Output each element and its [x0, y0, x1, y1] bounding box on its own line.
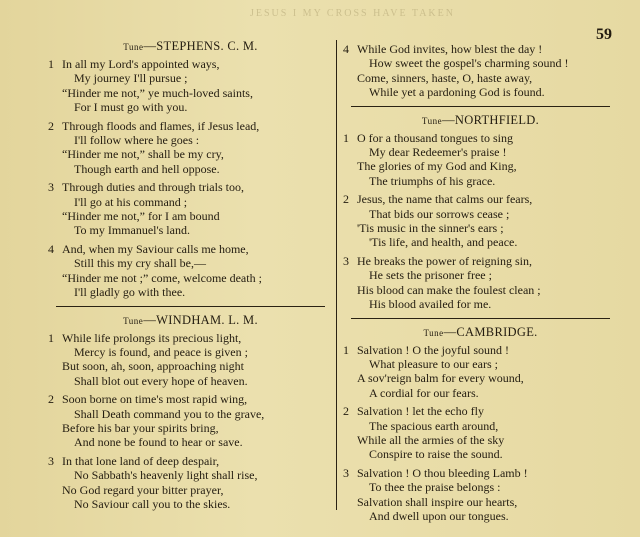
hymn-title [48, 312, 333, 329]
verse-text: For I must go with you. [74, 100, 188, 115]
stanza-number: 2 [343, 192, 349, 207]
verse-line [48, 162, 333, 176]
verse-line [48, 100, 333, 114]
verse-line [343, 283, 618, 297]
stanza [343, 131, 618, 189]
verse-text: He breaks the power of reigning sin, [357, 253, 532, 268]
stanza-number: 3 [48, 453, 54, 468]
verse-line [343, 254, 618, 268]
verse-line [48, 374, 333, 388]
stanza-number: 1 [343, 130, 349, 145]
verse-text: Conspire to raise the sound. [369, 447, 503, 462]
stanza [343, 343, 618, 401]
verse-line [343, 131, 618, 145]
verse-text: 'Tis music in the sinner's ears ; [357, 221, 504, 236]
verse-line [48, 392, 333, 406]
verse-line [48, 359, 333, 373]
verse-text: Still this my cry shall be,— [74, 256, 206, 271]
verse-line [48, 209, 333, 223]
verse-line [48, 454, 333, 468]
hymn [343, 112, 618, 312]
verse-text: “Hinder me not,” shall be my cry, [62, 147, 224, 162]
hymn-title [343, 324, 618, 341]
verse-line [48, 86, 333, 100]
verse-text: While life prolongs its precious light, [62, 330, 242, 345]
verse-text: Soon borne on time's most rapid wing, [62, 392, 248, 407]
tune-label: Tune [123, 315, 144, 326]
verse-text: His blood availed for me. [369, 297, 492, 312]
verse-text: What pleasure to our ears ; [369, 356, 498, 371]
verse-text: While God invites, how blest the day ! [357, 42, 543, 56]
verse-line [343, 371, 618, 385]
verse-line [343, 357, 618, 371]
stanza [48, 331, 333, 389]
verse-text: O for a thousand tongues to sing [357, 130, 513, 145]
stanza-number: 1 [48, 330, 54, 345]
stanza [343, 404, 618, 462]
stanza [48, 454, 333, 512]
verse-text: The triumphs of his grace. [369, 173, 496, 188]
verse-line [343, 297, 618, 311]
verse-text: A sov'reign balm for every wound, [357, 371, 524, 386]
verse-line [343, 192, 618, 206]
verse-line [48, 271, 333, 285]
verse-text: 'Tis life, and health, and peace. [369, 235, 518, 250]
section-rule [351, 106, 610, 107]
verse-text: While all the armies of the sky [357, 432, 505, 447]
verse-line [343, 343, 618, 357]
stanza-number: 2 [343, 404, 349, 419]
verse-line [343, 221, 618, 235]
verse-text: Through floods and flames, if Jesus lead, [62, 118, 260, 133]
verse-text: Through duties and through trials too, [62, 180, 244, 195]
verse-text: And none be found to hear or save. [74, 435, 243, 450]
right-column [343, 42, 618, 527]
verse-line [48, 57, 333, 71]
verse-text: Shall blot out every hope of heaven. [74, 373, 248, 388]
verse-text: In that lone land of deep despair, [62, 453, 220, 468]
verse-line [48, 483, 333, 497]
verse-text: Mercy is found, and peace is given ; [74, 344, 248, 359]
verse-text: But soon, ah, soon, approaching night [62, 359, 244, 374]
verse-line [48, 331, 333, 345]
stanza-number: 3 [343, 253, 349, 268]
tune-label: Tune [123, 42, 144, 52]
stanza-number: 2 [48, 392, 54, 407]
verse-line [48, 223, 333, 237]
verse-line [343, 447, 618, 461]
verse-text: That bids our sorrows cease ; [369, 206, 510, 221]
verse-text: A cordial for our fears. [369, 385, 479, 400]
tune-name: —NORTHFIELD. [442, 112, 540, 127]
verse-text: I'll follow where he goes : [74, 133, 200, 148]
verse-line [48, 180, 333, 194]
verse-line [343, 404, 618, 418]
verse-line [343, 419, 618, 433]
hymn [343, 324, 618, 524]
stanza-number: 1 [48, 57, 54, 71]
verse-text: To thee the praise belongs : [369, 480, 501, 495]
verse-line [343, 433, 618, 447]
verse-line [343, 159, 618, 173]
verse-text: To my Immanuel's land. [74, 223, 190, 238]
verse-text: “Hinder me not ;” come, welcome death ; [62, 270, 262, 285]
verse-text: Though earth and hell oppose. [74, 161, 220, 176]
verse-text: In all my Lord's appointed ways, [62, 57, 220, 71]
verse-line [48, 133, 333, 147]
verse-line [48, 285, 333, 299]
stanza [48, 57, 333, 115]
verse-line [48, 407, 333, 421]
verse-line [343, 56, 618, 70]
verse-text: “Hinder me not,” for I am bound [62, 209, 220, 224]
verse-line [48, 421, 333, 435]
verse-text: Salvation ! O thou bleeding Lamb ! [357, 465, 528, 480]
verse-line [343, 268, 618, 282]
stanza-number: 1 [343, 342, 349, 357]
verse-line [48, 119, 333, 133]
verse-line [48, 71, 333, 85]
verse-line [343, 509, 618, 523]
tune-label: Tune [423, 327, 444, 338]
verse-line [48, 195, 333, 209]
verse-text: And dwell upon our tongues. [369, 508, 509, 523]
stanza [48, 180, 333, 238]
verse-text: No God regard your bitter prayer, [62, 482, 224, 497]
verse-text: Come, sinners, haste, O, haste away, [357, 70, 533, 85]
verse-line [343, 71, 618, 85]
verse-line [48, 147, 333, 161]
stanza-number: 2 [48, 118, 54, 133]
stanza [343, 466, 618, 524]
verse-text: No Sabbath's heavenly light shall rise, [74, 468, 258, 483]
verse-text: Before his bar your spirits bring, [62, 420, 219, 435]
verse-text: How sweet the gospel's charming sound ! [369, 56, 569, 71]
verse-text: He sets the prisoner free ; [369, 268, 492, 283]
verse-text: His blood can make the foulest clean ; [357, 282, 541, 297]
left-column [48, 38, 333, 515]
tune-name: —WINDHAM. L. M. [143, 312, 258, 327]
stanza [48, 119, 333, 177]
verse-line [343, 174, 618, 188]
verse-line [343, 145, 618, 159]
verse-line [343, 235, 618, 249]
section-rule [351, 318, 610, 319]
stanza [343, 42, 618, 100]
page-number: 59 [596, 26, 612, 43]
verse-text: While yet a pardoning God is found. [369, 85, 545, 100]
stanza [343, 254, 618, 312]
verse-line [48, 435, 333, 449]
verse-text: My journey I'll pursue ; [74, 71, 188, 86]
verse-text: Shall Death command you to the grave, [74, 406, 265, 421]
verse-text: The glories of my God and King, [357, 159, 517, 174]
verse-line [48, 497, 333, 511]
verse-text: I'll go at his command ; [74, 194, 188, 209]
column-divider [336, 40, 337, 510]
verse-line [48, 468, 333, 482]
verse-line [343, 466, 618, 480]
stanza [48, 242, 333, 300]
tune-name: —STEPHENS. C. M. [143, 39, 258, 53]
tune-label: Tune [421, 115, 443, 126]
stanza [343, 192, 618, 250]
verse-text: Salvation ! let the echo fly [357, 404, 484, 419]
verse-line [48, 256, 333, 270]
verse-text: Salvation ! O the joyful sound ! [357, 342, 509, 357]
verse-text: No Saviour call you to the skies. [74, 496, 231, 511]
verse-text: “Hinder me not,” ye much-loved saints, [62, 85, 253, 100]
verse-text: I'll gladly go with thee. [74, 285, 186, 300]
verse-line [343, 42, 618, 56]
verse-text: Salvation shall inspire our hearts, [357, 494, 518, 509]
stanza-number: 4 [48, 241, 54, 256]
stanza [48, 392, 333, 450]
tune-name: —CAMBRIDGE. [443, 324, 538, 339]
verse-text: My dear Redeemer's praise ! [369, 145, 507, 160]
verse-line [343, 85, 618, 99]
verse-line [48, 345, 333, 359]
verse-line [343, 207, 618, 221]
verse-line [343, 386, 618, 400]
running-head: JESUS I MY CROSS HAVE TAKEN [250, 8, 455, 19]
verse-text: The spacious earth around, [369, 418, 499, 433]
stanza-number: 3 [343, 465, 349, 480]
hymn-title [48, 38, 333, 55]
section-rule [56, 306, 325, 307]
verse-line [48, 242, 333, 256]
verse-text: And, when my Saviour calls me home, [62, 241, 249, 256]
verse-text: Jesus, the name that calms our fears, [357, 192, 533, 207]
hymn [48, 312, 333, 512]
hymn-title [343, 112, 618, 129]
verse-line [343, 495, 618, 509]
stanza-number: 3 [48, 180, 54, 195]
verse-line [343, 480, 618, 494]
hymn [48, 38, 333, 300]
stanza-number: 4 [343, 42, 349, 56]
